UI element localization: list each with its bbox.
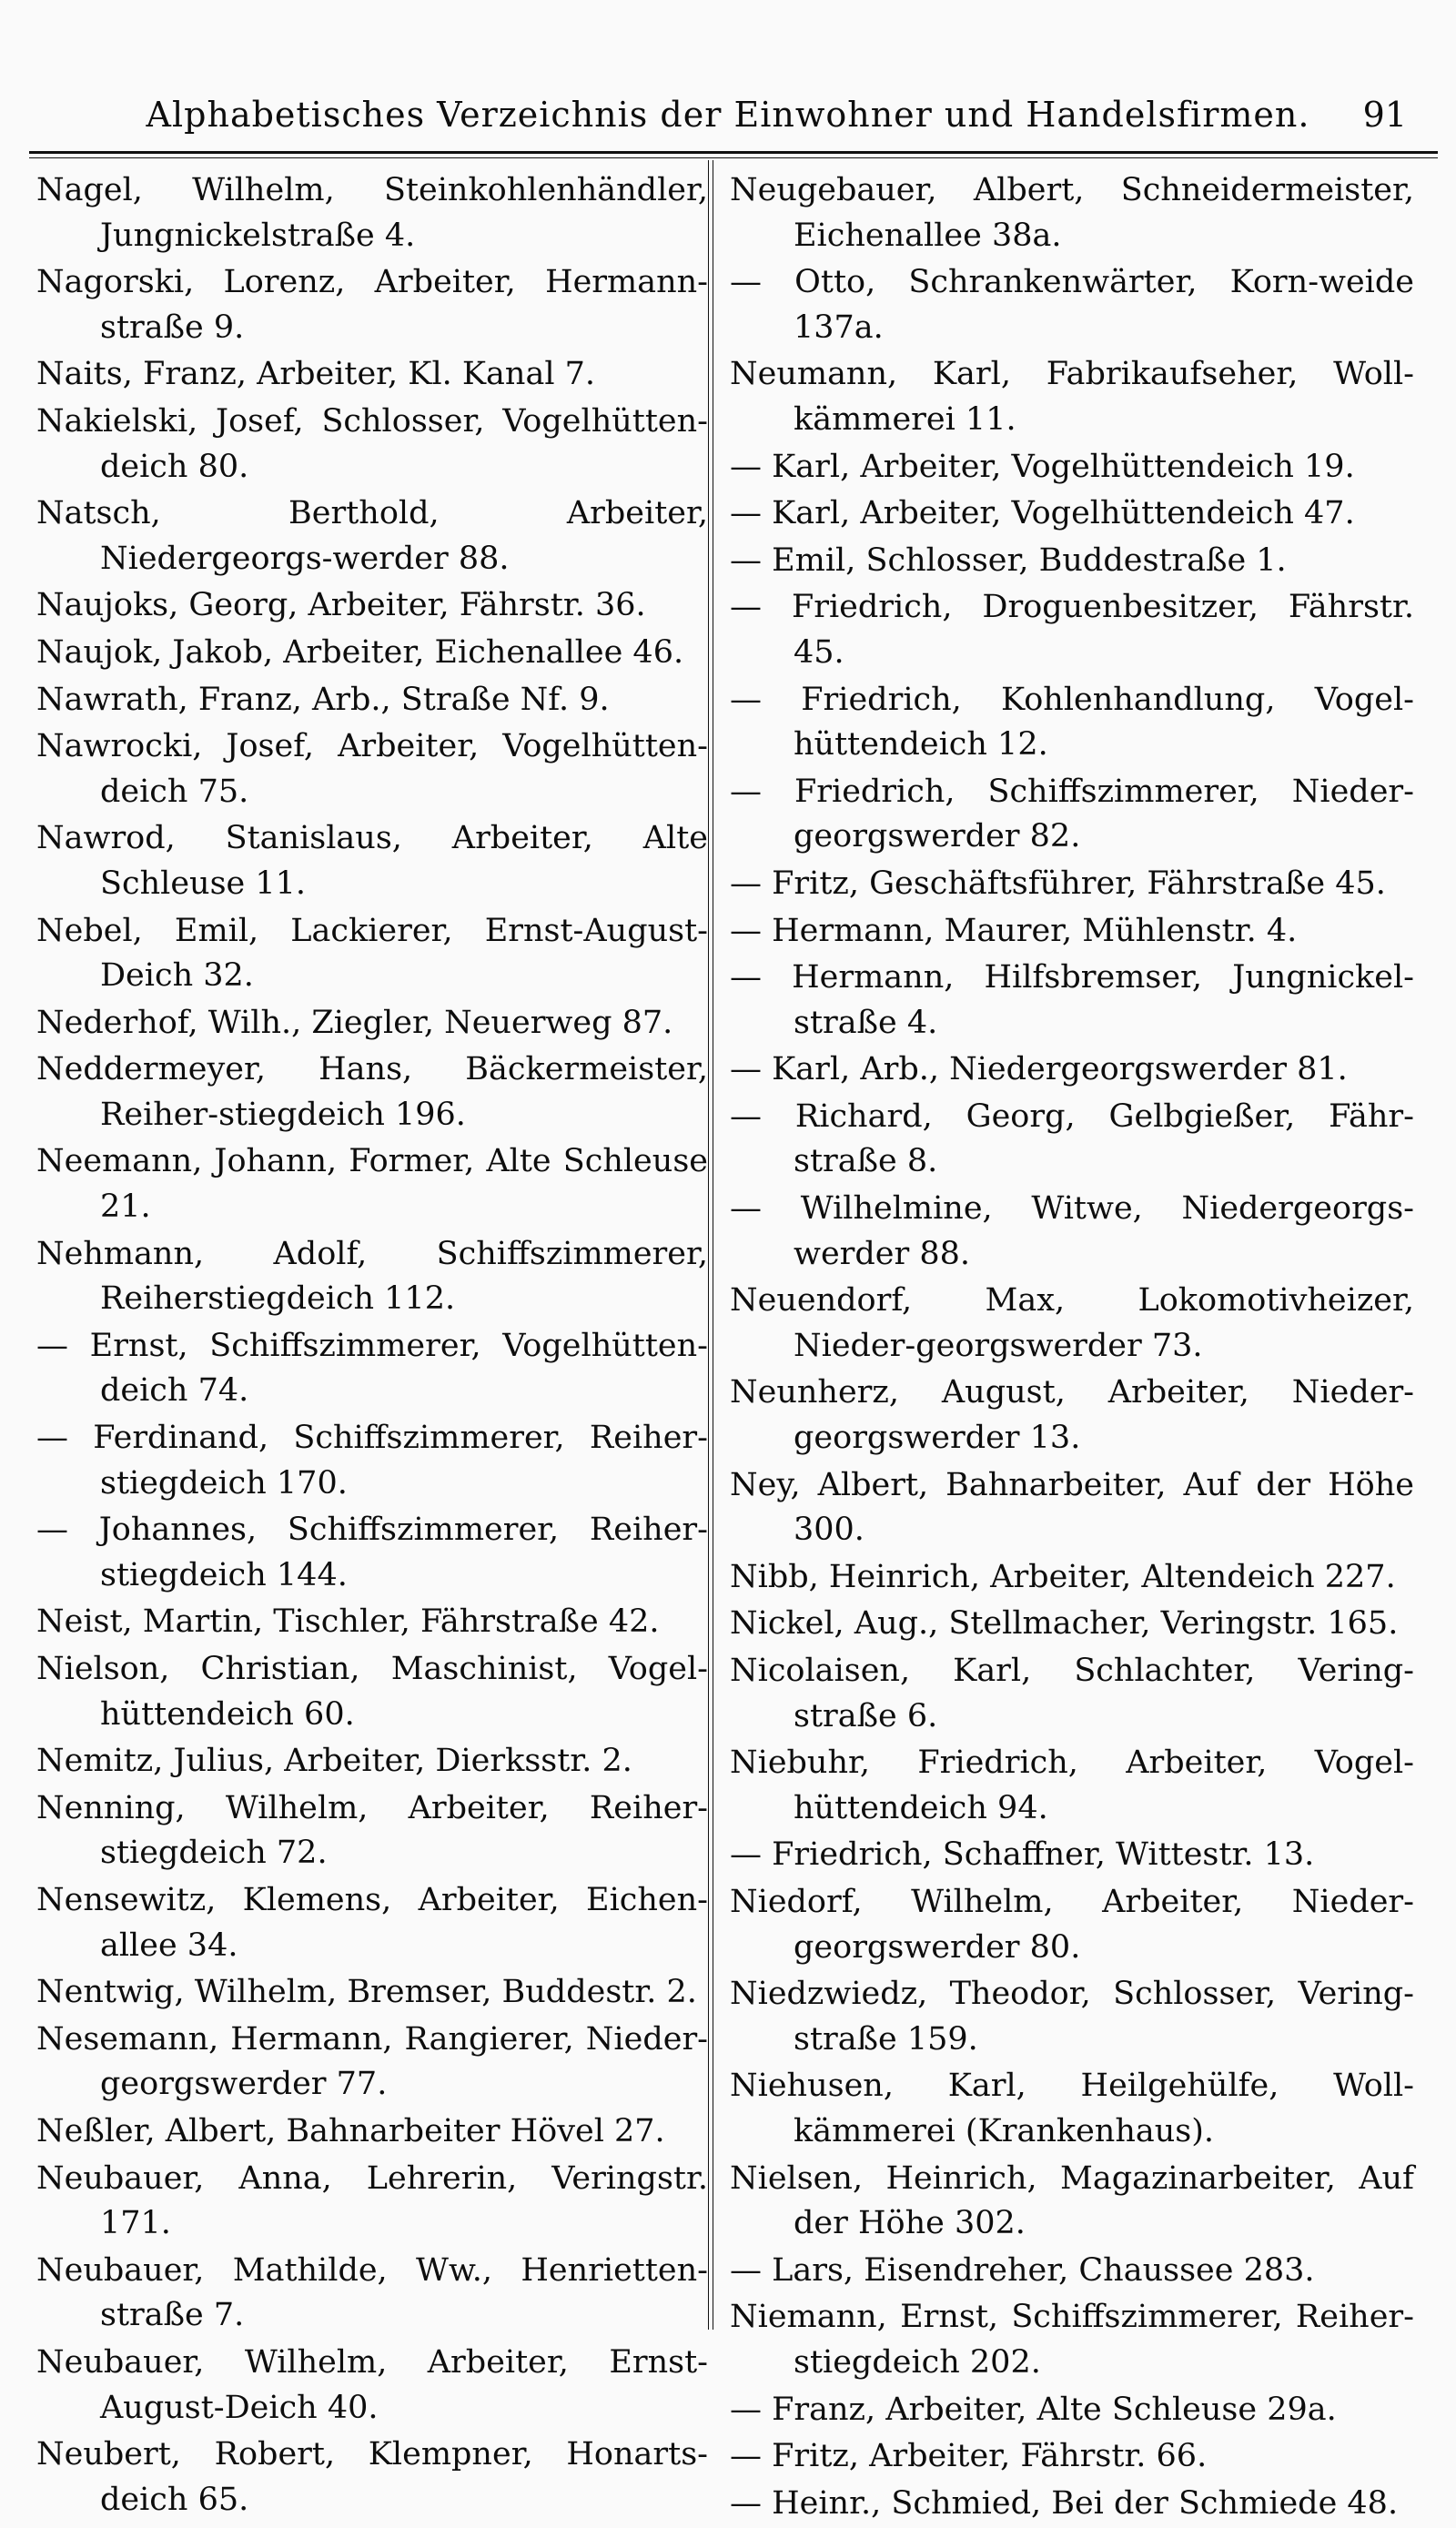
running-title: Alphabetisches Verzeichnis der Einwohner und Handelsfirmen. — [146, 95, 1310, 135]
left-column — [36, 168, 708, 2524]
directory-entry: — Franz, Arbeiter, Alte Schleuse 29a. — [730, 2391, 1337, 2428]
directory-entry: Neubert, Robert, Klempner, Honarts-deich 65. — [36, 2436, 708, 2518]
directory-entry: Neumann, Karl, Fabrikaufseher, Woll-kämmerei 11. — [730, 356, 1414, 438]
directory-entry: Nagorski, Lorenz, Arbeiter, Hermann-straße 9. — [36, 264, 708, 346]
directory-entry: — Wilhelmine, Witwe, Niedergeorgs-werder 88. — [730, 1190, 1414, 1272]
directory-entry: — Johannes, Schiffszimmerer, Reiher-stiegdeich 144. — [36, 1512, 708, 1593]
directory-entry: Nehmann, Adolf, Schiffszimmerer, Reiherstiegdeich 112. — [36, 1235, 708, 1318]
directory-entry: Nemitz, Julius, Arbeiter, Dierksstr. 2. — [36, 1743, 632, 1780]
directory-entry: Neßler, Albert, Bahnarbeiter Hövel 27. — [36, 2112, 665, 2149]
directory-entry: Nederhof, Wilh., Ziegler, Neuerweg 87. — [36, 1004, 673, 1041]
directory-entry: Neuendorf, Max, Lokomotivheizer, Nieder-georgswerder 73. — [730, 1282, 1414, 1364]
directory-entry: Ney, Albert, Bahnarbeiter, Auf der Höhe 300. — [730, 1466, 1414, 1549]
directory-entry: Neugebauer, Albert, Schneidermeister, Eichenallee 38a. — [730, 172, 1414, 254]
page-number: 91 — [1362, 95, 1407, 135]
directory-entry: Naujok, Jakob, Arbeiter, Eichenallee 46. — [36, 633, 684, 671]
directory-entry: Neubauer, Anna, Lehrerin, Veringstr. 171. — [36, 2159, 708, 2242]
directory-entry: — Richard, Georg, Gelbgießer, Fähr-straße 8. — [730, 1097, 1414, 1180]
directory-entry: Nakielski, Josef, Schlosser, Vogelhütten-deich 80. — [36, 402, 708, 485]
directory-entry: Neubauer, Mathilde, Ww., Henrietten-straße 7. — [36, 2251, 708, 2334]
directory-entry: — Friedrich, Schaffner, Wittestr. 13. — [730, 1836, 1315, 1874]
directory-entry: — Otto, Schrankenwärter, Korn-weide 137a. — [730, 264, 1414, 346]
directory-entry: Nibb, Heinrich, Arbeiter, Altendeich 227. — [730, 1558, 1396, 1595]
directory-entry: Nagel, Wilhelm, Steinkohlenhändler, Jungnickelstraße 4. — [36, 172, 708, 254]
directory-entry: Niehusen, Karl, Heilgehülfe, Woll-kämmerei (Krankenhaus). — [730, 2068, 1414, 2149]
directory-entry: Nesemann, Hermann, Rangierer, Nieder-georgswerder 77. — [36, 2020, 708, 2103]
directory-entry: Nentwig, Wilhelm, Bremser, Buddestr. 2. — [36, 1974, 697, 2011]
directory-entry: Niedorf, Wilhelm, Arbeiter, Nieder-georgswerder 80. — [730, 1883, 1414, 1966]
directory-entry: — Fritz, Arbeiter, Fährstr. 66. — [730, 2438, 1208, 2475]
directory-entry: — Friedrich, Droguenbesitzer, Fährstr. 45. — [730, 589, 1414, 671]
directory-entry: Nensewitz, Klemens, Arbeiter, Eichen-allee 34. — [36, 1881, 708, 1964]
directory-entry: Nielson, Christian, Maschinist, Vogel-hüttendeich 60. — [36, 1651, 708, 1733]
directory-entry: — Hermann, Hilfsbremser, Jungnickel-straße 4. — [730, 959, 1414, 1041]
directory-entry: — Karl, Arbeiter, Vogelhüttendeich 19. — [730, 448, 1355, 485]
directory-entry: — Emil, Schlosser, Buddestraße 1. — [730, 541, 1287, 579]
directory-entry: Neemann, Johann, Former, Alte Schleuse 21. — [36, 1143, 708, 1226]
directory-entry: Nawrod, Stanislaus, Arbeiter, Alte Schleuse 11. — [36, 820, 708, 902]
directory-entry: Nenning, Wilhelm, Arbeiter, Reiher-stiegdeich 72. — [36, 1789, 708, 1872]
directory-entry: Neist, Martin, Tischler, Fährstraße 42. — [36, 1603, 660, 1641]
directory-entry: — Lars, Eisendreher, Chaussee 283. — [730, 2251, 1315, 2289]
header-rule-thin — [29, 157, 1438, 158]
directory-entry: — Ferdinand, Schiffszimmerer, Reiher-stiegdeich 170. — [36, 1420, 708, 1502]
page-header — [36, 87, 1420, 142]
directory-entry: Naits, Franz, Arbeiter, Kl. Kanal 7. — [36, 356, 596, 393]
header-rule-thick — [29, 151, 1438, 154]
directory-entry: — Hermann, Maurer, Mühlenstr. 4. — [730, 912, 1298, 949]
directory-entry: Nebel, Emil, Lackierer, Ernst-August-Deich 32. — [36, 912, 708, 995]
directory-entry: — Ernst, Schiffszimmerer, Vogelhütten-deich 74. — [36, 1327, 708, 1410]
directory-entry: — Karl, Arbeiter, Vogelhüttendeich 47. — [730, 495, 1355, 532]
column-divider — [708, 160, 713, 2330]
directory-entry: — Friedrich, Kohlenhandlung, Vogel-hüttendeich 12. — [730, 681, 1414, 763]
directory-entry: — Friedrich, Schiffszimmerer, Nieder-georgswerder 82. — [730, 773, 1414, 855]
directory-entry: — Karl, Arb., Niedergeorgswerder 81. — [730, 1051, 1348, 1088]
directory-entry: Natsch, Berthold, Arbeiter, Niedergeorgs-werder 88. — [36, 495, 708, 577]
directory-entry: Niemann, Ernst, Schiffszimmerer, Reiher-stiegdeich 202. — [730, 2299, 1414, 2381]
directory-entry: Naujoks, Georg, Arbeiter, Fährstr. 36. — [36, 587, 646, 624]
directory-entry: Neunherz, August, Arbeiter, Nieder-georgswerder 13. — [730, 1374, 1414, 1457]
directory-entry: Neubauer, Wilhelm, Arbeiter, Ernst-August-Deich 40. — [36, 2343, 708, 2426]
directory-entry: Nicolaisen, Karl, Schlachter, Vering-straße 6. — [730, 1653, 1414, 1734]
directory-entry: Nawrath, Franz, Arb., Straße Nf. 9. — [36, 681, 610, 718]
directory-entry: Neddermeyer, Hans, Bäckermeister, Reiher-stiegdeich 196. — [36, 1051, 708, 1133]
directory-entry: Niedzwiedz, Theodor, Schlosser, Vering-straße 159. — [730, 1976, 1414, 2058]
directory-entry: Nawrocki, Josef, Arbeiter, Vogelhütten-deich 75. — [36, 728, 708, 810]
directory-entry: — Heinr., Schmied, Bei der Schmiede 48. — [730, 2484, 1399, 2522]
directory-entry: Nielsen, Heinrich, Magazinarbeiter, Auf der Höhe 302. — [730, 2159, 1414, 2242]
directory-entry: — Fritz, Geschäftsführer, Fährstraße 45. — [730, 865, 1386, 902]
directory-entry: Niebuhr, Friedrich, Arbeiter, Vogel-hüttendeich 94. — [730, 1744, 1414, 1826]
right-column — [730, 168, 1414, 2528]
directory-entry: Nickel, Aug., Stellmacher, Veringstr. 165. — [730, 1605, 1399, 1643]
